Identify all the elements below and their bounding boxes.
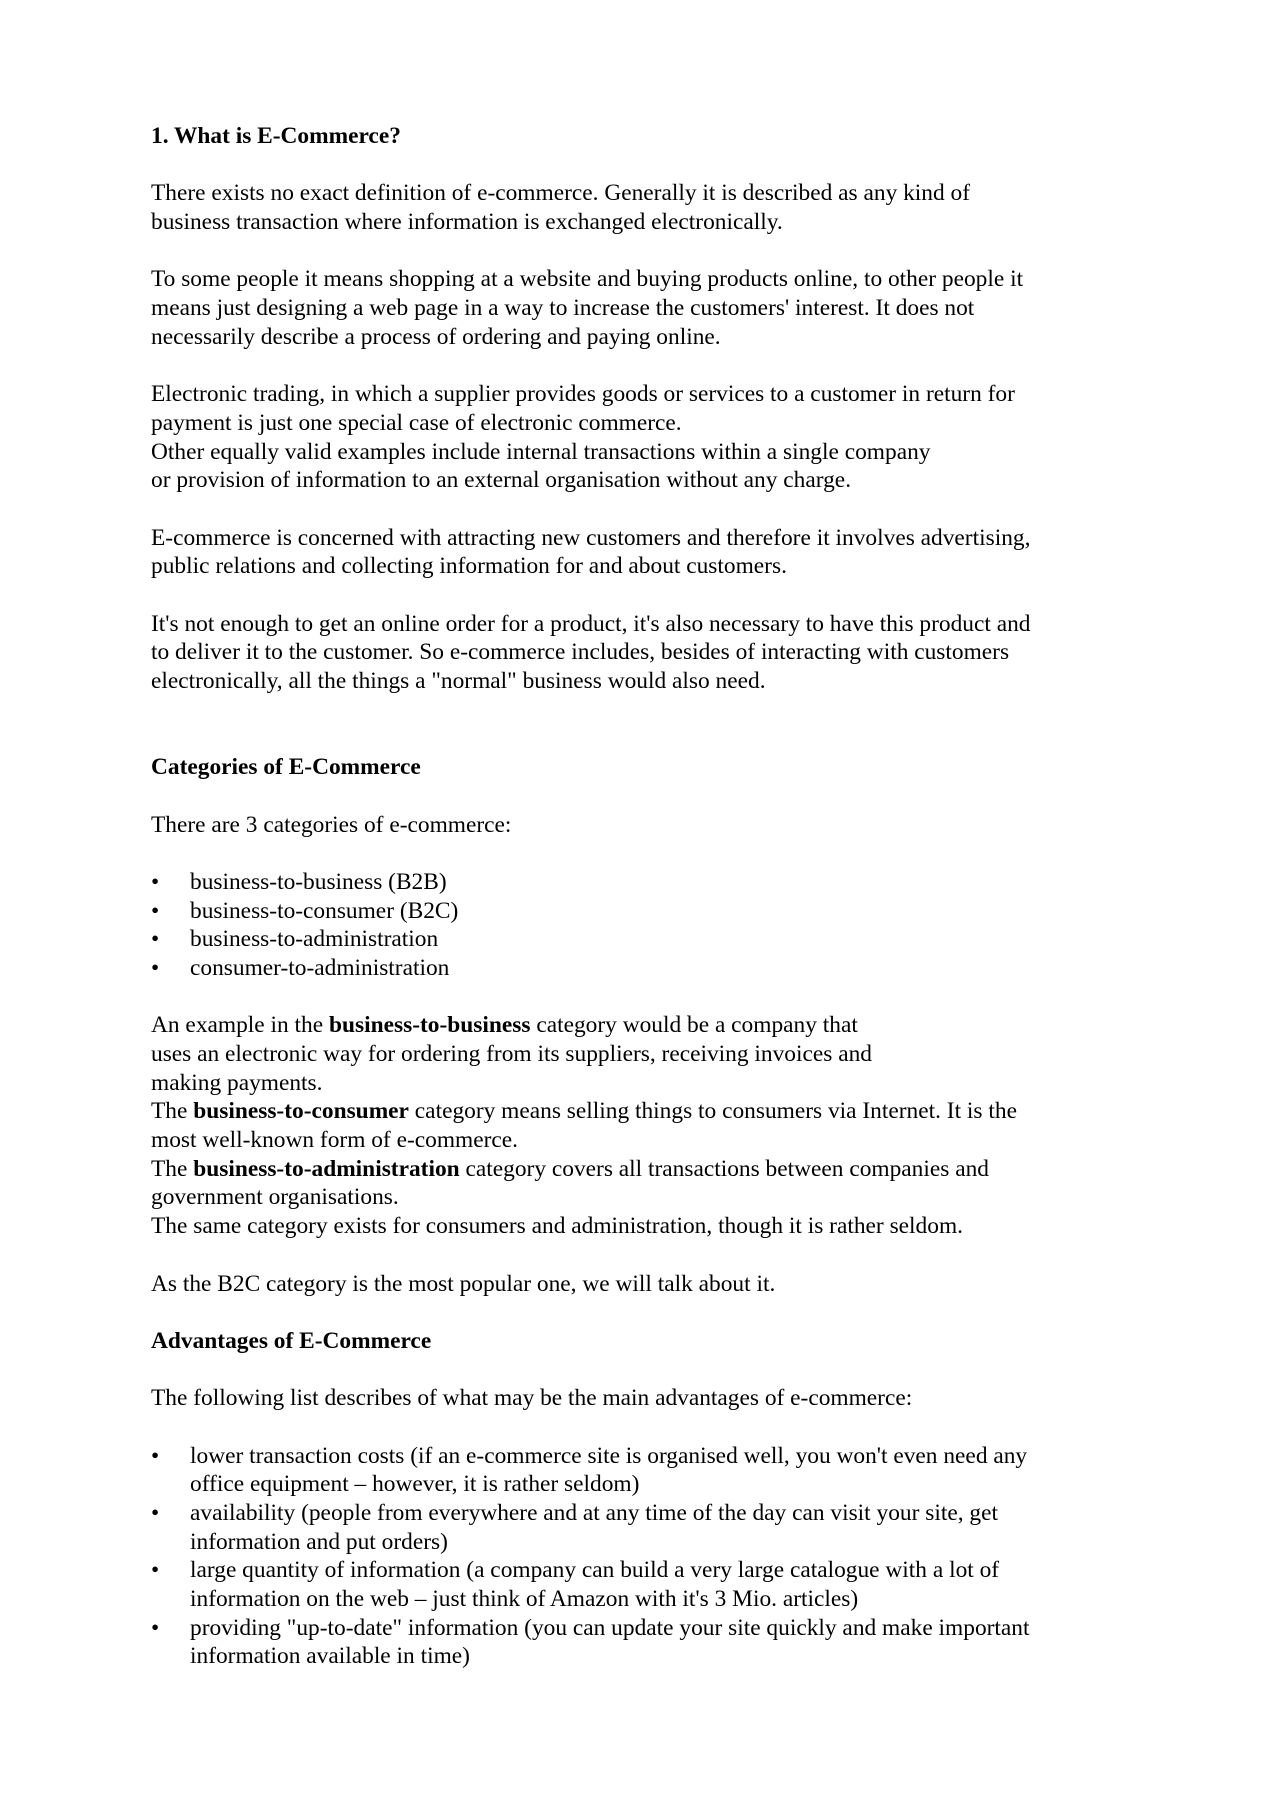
paragraph-meanings: To some people it means shopping at a website and buying products online, to other people it means just designing a web page in a way to increase the customers' interest. It does not necessarily describe a process of ordering and paying online. — [151, 266, 1024, 350]
paragraph-definition: There exists no exact definition of e-commerce. Generally it is described as any kind of business transaction where information is exchanged electronically. — [151, 180, 971, 236]
bullet-icon: • — [151, 1500, 160, 1527]
list-item: • lower transaction costs (if an e-commerce site is organised well, you won't even need any office equipment – however, it is rather seldom) — [151, 1442, 1028, 1498]
list-item: • business-to-consumer (B2C) — [151, 897, 459, 924]
list-item: • business-to-business (B2B) — [151, 868, 447, 895]
categories-list — [151, 868, 1151, 983]
paragraph-advantages-intro: The following list describes of what may be the main advantages of e-commerce: — [151, 1385, 913, 1412]
document-page — [151, 122, 1151, 1671]
advantages-list — [151, 1442, 1151, 1672]
list-item: • availability (people from everywhere and at any time of the day can visit your site, get information and put orders) — [151, 1500, 998, 1555]
bullet-icon: • — [151, 868, 160, 895]
paragraph-b2c-focus: As the B2C category is the most popular one, we will talk about it. — [151, 1270, 776, 1297]
list-item: • large quantity of information (a company can build a very large catalogue with a lot of information on the web – just think of Amazon with it's 3 Mio. articles) — [151, 1557, 1000, 1613]
section-heading-advantages: Advantages of E-Commerce — [151, 1327, 432, 1354]
list-item: • business-to-administration — [151, 926, 439, 953]
bullet-icon: • — [151, 1557, 160, 1584]
bullet-icon: • — [151, 1442, 160, 1469]
section-heading-what-is-ecommerce: 1. What is E-Commerce? — [151, 123, 401, 149]
bullet-icon: • — [151, 897, 160, 924]
paragraph-electronic-trading: Electronic trading, in which a supplier provides goods or services to a customer in return for payment is just one special case of electronic commerce. Other equally valid examples include internal transactions within a single company or provision of information to an external organisation without any charge. — [151, 381, 1015, 494]
list-item: • consumer-to-administration — [151, 954, 450, 981]
paragraph-categories-intro: There are 3 categories of e-commerce: — [151, 811, 512, 838]
paragraph-attracting-customers: E-commerce is concerned with attracting new customers and therefore it involves advertising, public relations and collecting information for and about customers. — [151, 524, 1031, 580]
section-heading-categories: Categories of E-Commerce — [151, 754, 421, 781]
bullet-icon: • — [151, 1614, 160, 1641]
bullet-icon: • — [151, 954, 160, 981]
bullet-icon: • — [151, 926, 160, 953]
list-item: • providing "up-to-date" information (you can update your site quickly and make important information available in time) — [151, 1614, 1030, 1670]
paragraph-normal-business: It's not enough to get an online order for a product, it's also necessary to have this product and to deliver it to the customer. So e-commerce includes, besides of interacting with customers electronically, all the things a "normal" business would also need. — [151, 610, 1031, 695]
paragraph-category-examples: An example in the business-to-business category would be a company that uses an electronic way for ordering from its suppliers, receiving invoices and making payments. The business-to-consumer category means selling things to consumers via Internet. It is the most well-known form of e-commerce. The business-to-administration category covers all transactions between companies and government organisations. The same category exists for consumers and administration, though it is rather seldom. — [151, 1012, 1017, 1240]
